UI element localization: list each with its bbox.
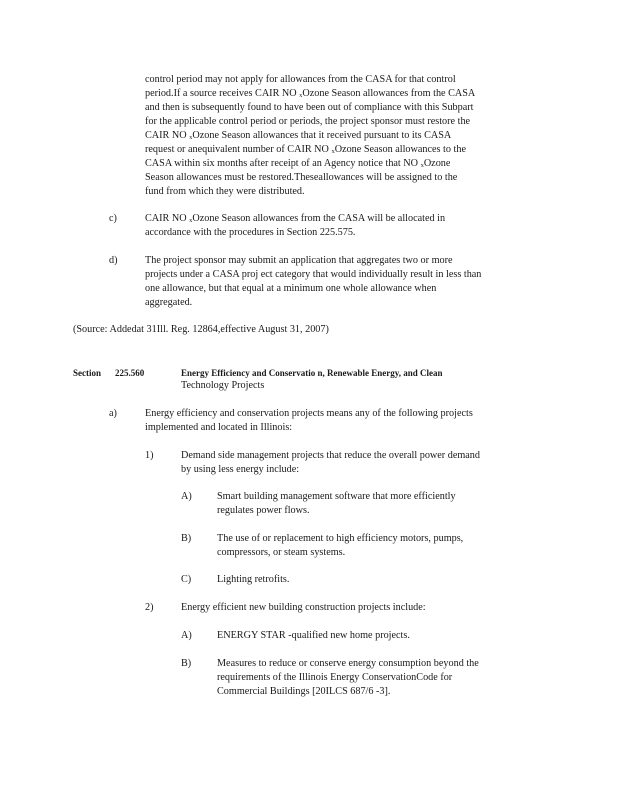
text-line: CAIR NO $_x$Ozone Season allowances from the CASA will be allocated in <box>145 213 446 224</box>
text-line: request or anequivalent number of CAIR NO $_x$Ozone Season allowances to the <box>145 144 466 155</box>
text-line: accordance with the procedures in Section 225.575. <box>145 227 356 238</box>
text-line: regulates power flows. <box>217 505 310 516</box>
text-line: period.If a source receives CAIR NO $_x$Ozone Season allowances from the CASA <box>145 88 476 99</box>
item-label: c) <box>109 213 117 224</box>
text-line: CASA within six months after receipt of an Agency notice that NO $_x$Ozone <box>145 158 451 169</box>
text-line: requirements of the Illinois Energy ConservationCode for <box>217 672 453 683</box>
item-label: 2) <box>145 602 154 613</box>
text-line: for the applicable control period or periods, the project sponsor must restore the <box>145 116 471 127</box>
item-label: d) <box>109 255 118 266</box>
text-line: CAIR NO $_x$Ozone Season allowances that it received pursuant to its CASA <box>145 130 452 141</box>
item-label: C) <box>181 574 192 585</box>
text-line: Energy efficient new building construction projects include: <box>181 602 426 613</box>
text-line: Smart building management software that more efficiently <box>217 491 456 502</box>
text-line: compressors, or steam systems. <box>217 547 346 558</box>
text-line: implemented and located in Illinois: <box>145 422 293 433</box>
item-label: 1) <box>145 450 154 461</box>
text-line: The use of or replacement to high efficiency motors, pumps, <box>217 533 464 544</box>
text-line: by using less energy include: <box>181 464 300 475</box>
text-line: fund from which they were distributed. <box>145 186 305 197</box>
source-note: (Source: Addedat 31Ill. Reg. 12864,effective August 31, 2007) <box>73 324 329 335</box>
text-line: aggregated. <box>145 297 193 308</box>
item-label: B) <box>181 533 192 544</box>
section-label: Section <box>73 368 101 378</box>
section-title-continued: Technology Projects <box>181 380 265 391</box>
text-line: projects under a CASA proj ect category that would individually result in less than <box>145 269 482 280</box>
text-line: Lighting retrofits. <box>217 574 290 585</box>
text-line: Demand side management projects that reduce the overall power demand <box>181 450 480 461</box>
item-label: a) <box>109 408 117 419</box>
text-line: control period may not apply for allowances from the CASA for that control <box>145 74 456 85</box>
text-line: and then is subsequently found to have been out of compliance with this Subpart <box>145 102 474 113</box>
text-line: Energy efficiency and conservation projects means any of the following projects <box>145 408 473 419</box>
text-line: The project sponsor may submit an application that aggregates two or more <box>145 255 453 266</box>
item-label: A) <box>181 491 192 502</box>
section-number: 225.560 <box>115 368 145 378</box>
section-title: Energy Efficiency and Conservatio n, Renewable Energy, and Clean <box>181 368 443 378</box>
item-label: B) <box>181 658 192 669</box>
text-line: Commercial Buildings [20ILCS 687/6 -3]. <box>217 686 391 697</box>
text-line: Season allowances must be restored.Theseallowances will be assigned to the <box>145 172 458 183</box>
text-line: one allowance, but that equal at a minimum one whole allowance when <box>145 283 437 294</box>
item-label: A) <box>181 630 192 641</box>
text-line: Measures to reduce or conserve energy consumption beyond the <box>217 658 479 669</box>
text-line: ENERGY STAR -qualified new home projects. <box>217 630 410 641</box>
